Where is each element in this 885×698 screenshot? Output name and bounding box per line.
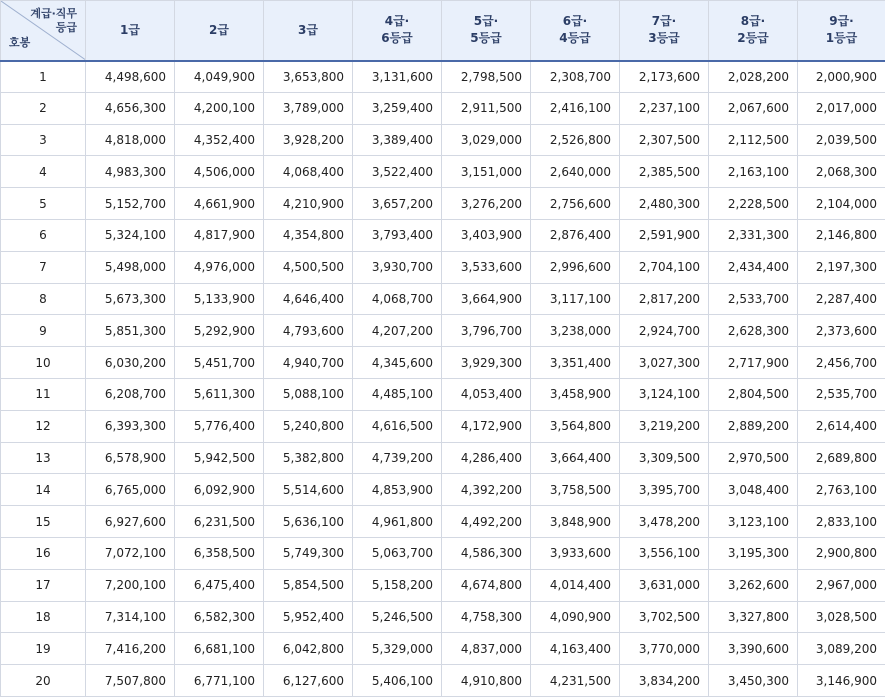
salary-cell: 5,749,300 (264, 537, 353, 569)
step-cell: 8 (1, 283, 86, 315)
salary-cell: 2,889,200 (709, 410, 798, 442)
step-cell: 2 (1, 92, 86, 124)
salary-cell: 2,535,700 (798, 378, 885, 410)
column-header-line: 2급 (209, 22, 229, 37)
salary-cell: 3,123,100 (709, 506, 798, 538)
column-header (442, 1, 531, 61)
salary-cell: 5,088,100 (264, 378, 353, 410)
column-header (620, 1, 709, 61)
salary-cell: 4,172,900 (442, 410, 531, 442)
salary-cell: 2,000,900 (798, 61, 885, 93)
table-row (1, 156, 885, 188)
salary-cell: 4,646,400 (264, 283, 353, 315)
salary-cell: 7,072,100 (86, 537, 175, 569)
salary-cell: 5,158,200 (353, 569, 442, 601)
table-row (1, 442, 885, 474)
salary-cell: 6,092,900 (175, 474, 264, 506)
salary-cell: 4,068,700 (353, 283, 442, 315)
table-row (1, 601, 885, 633)
salary-cell: 4,961,800 (353, 506, 442, 538)
salary-cell: 2,817,200 (620, 283, 709, 315)
table-header (1, 1, 885, 61)
column-header-line: 5등급 (470, 31, 502, 46)
salary-cell: 2,763,100 (798, 474, 885, 506)
step-cell: 11 (1, 378, 86, 410)
salary-cell: 5,152,700 (86, 188, 175, 220)
salary-cell: 4,392,200 (442, 474, 531, 506)
salary-cell: 2,756,600 (531, 188, 620, 220)
step-cell: 13 (1, 442, 86, 474)
salary-cell: 2,591,900 (620, 219, 709, 251)
salary-cell: 4,818,000 (86, 124, 175, 156)
column-header-line: 2등급 (737, 31, 769, 46)
salary-cell: 4,586,300 (442, 537, 531, 569)
salary-cell: 2,640,000 (531, 156, 620, 188)
salary-cell: 2,480,300 (620, 188, 709, 220)
salary-cell: 4,286,400 (442, 442, 531, 474)
salary-cell: 5,854,500 (264, 569, 353, 601)
column-header-line: 1급 (120, 22, 140, 37)
step-cell: 12 (1, 410, 86, 442)
salary-cell: 3,834,200 (620, 665, 709, 697)
salary-cell: 5,851,300 (86, 315, 175, 347)
salary-cell: 3,789,000 (264, 92, 353, 124)
salary-cell: 4,656,300 (86, 92, 175, 124)
salary-cell: 2,911,500 (442, 92, 531, 124)
salary-cell: 5,292,900 (175, 315, 264, 347)
salary-cell: 2,068,300 (798, 156, 885, 188)
step-cell: 19 (1, 633, 86, 665)
salary-cell: 3,351,400 (531, 347, 620, 379)
salary-cell: 4,345,600 (353, 347, 442, 379)
table-row (1, 410, 885, 442)
table-row (1, 378, 885, 410)
salary-cell: 2,526,800 (531, 124, 620, 156)
table-row (1, 633, 885, 665)
step-cell: 7 (1, 251, 86, 283)
salary-cell: 2,628,300 (709, 315, 798, 347)
column-header-line: 8급· (740, 14, 766, 29)
salary-cell: 4,068,400 (264, 156, 353, 188)
salary-cell: 6,765,000 (86, 474, 175, 506)
salary-cell: 3,522,400 (353, 156, 442, 188)
salary-cell: 3,631,000 (620, 569, 709, 601)
salary-cell: 6,231,500 (175, 506, 264, 538)
salary-cell: 2,717,900 (709, 347, 798, 379)
salary-cell: 2,456,700 (798, 347, 885, 379)
salary-cell: 3,309,500 (620, 442, 709, 474)
salary-cell: 3,276,200 (442, 188, 531, 220)
salary-cell: 7,200,100 (86, 569, 175, 601)
step-cell: 20 (1, 665, 86, 697)
salary-cell: 3,395,700 (620, 474, 709, 506)
step-cell: 3 (1, 124, 86, 156)
step-cell: 10 (1, 347, 86, 379)
salary-cell: 3,117,100 (531, 283, 620, 315)
column-header (353, 1, 442, 61)
corner-bottom-label: 호봉 (9, 35, 31, 49)
column-header-line: 3급 (298, 22, 318, 37)
salary-cell: 2,900,800 (798, 537, 885, 569)
salary-cell: 2,039,500 (798, 124, 885, 156)
salary-cell: 5,514,600 (264, 474, 353, 506)
salary-cell: 3,928,200 (264, 124, 353, 156)
column-header (709, 1, 798, 61)
salary-cell: 3,124,100 (620, 378, 709, 410)
table-row (1, 251, 885, 283)
salary-cell: 2,434,400 (709, 251, 798, 283)
salary-cell: 5,776,400 (175, 410, 264, 442)
salary-cell: 5,382,800 (264, 442, 353, 474)
salary-cell: 2,876,400 (531, 219, 620, 251)
salary-cell: 6,127,600 (264, 665, 353, 697)
salary-cell: 2,067,600 (709, 92, 798, 124)
salary-cell: 4,674,800 (442, 569, 531, 601)
salary-cell: 7,416,200 (86, 633, 175, 665)
salary-cell: 2,197,300 (798, 251, 885, 283)
table-row (1, 665, 885, 697)
salary-cell: 2,533,700 (709, 283, 798, 315)
salary-cell: 2,614,400 (798, 410, 885, 442)
salary-cell: 3,933,600 (531, 537, 620, 569)
salary-cell: 6,681,100 (175, 633, 264, 665)
salary-cell: 2,173,600 (620, 61, 709, 93)
salary-cell: 3,793,400 (353, 219, 442, 251)
salary-cell: 4,506,000 (175, 156, 264, 188)
salary-cell: 4,207,200 (353, 315, 442, 347)
salary-cell: 5,611,300 (175, 378, 264, 410)
salary-cell: 5,329,000 (353, 633, 442, 665)
salary-cell: 4,485,100 (353, 378, 442, 410)
salary-cell: 2,228,500 (709, 188, 798, 220)
salary-cell: 5,246,500 (353, 601, 442, 633)
salary-cell: 3,048,400 (709, 474, 798, 506)
salary-cell: 4,090,900 (531, 601, 620, 633)
salary-cell: 3,389,400 (353, 124, 442, 156)
salary-cell: 6,208,700 (86, 378, 175, 410)
salary-cell: 3,390,600 (709, 633, 798, 665)
table-row (1, 124, 885, 156)
salary-cell: 5,240,800 (264, 410, 353, 442)
salary-cell: 3,564,800 (531, 410, 620, 442)
header-row (1, 1, 885, 61)
salary-cell: 4,616,500 (353, 410, 442, 442)
column-header-line: 7급· (651, 14, 677, 29)
salary-cell: 4,352,400 (175, 124, 264, 156)
salary-cell: 2,163,100 (709, 156, 798, 188)
salary-cell: 3,151,000 (442, 156, 531, 188)
salary-cell: 2,373,600 (798, 315, 885, 347)
salary-cell: 2,308,700 (531, 61, 620, 93)
salary-cell: 5,952,400 (264, 601, 353, 633)
salary-cell: 4,940,700 (264, 347, 353, 379)
salary-cell: 2,798,500 (442, 61, 531, 93)
salary-cell: 6,358,500 (175, 537, 264, 569)
column-header (798, 1, 885, 61)
salary-cell: 3,029,000 (442, 124, 531, 156)
salary-cell: 3,131,600 (353, 61, 442, 93)
table-row (1, 92, 885, 124)
salary-cell: 5,451,700 (175, 347, 264, 379)
salary-cell: 3,327,800 (709, 601, 798, 633)
salary-cell: 4,793,600 (264, 315, 353, 347)
salary-cell: 4,853,900 (353, 474, 442, 506)
corner-top-label (30, 7, 77, 35)
column-header-line: 1등급 (825, 31, 858, 46)
salary-cell: 2,385,500 (620, 156, 709, 188)
step-cell: 17 (1, 569, 86, 601)
salary-cell: 6,042,800 (264, 633, 353, 665)
salary-cell: 2,307,500 (620, 124, 709, 156)
column-header-line: 9급· (829, 14, 854, 29)
step-cell: 9 (1, 315, 86, 347)
table-row (1, 474, 885, 506)
column-header-line: 4급· (384, 14, 410, 29)
salary-cell: 2,833,100 (798, 506, 885, 538)
salary-cell: 7,507,800 (86, 665, 175, 697)
salary-cell: 4,498,600 (86, 61, 175, 93)
salary-cell: 2,689,800 (798, 442, 885, 474)
salary-cell: 7,314,100 (86, 601, 175, 633)
column-header-line: 4등급 (559, 31, 591, 46)
salary-cell: 6,582,300 (175, 601, 264, 633)
salary-cell: 6,771,100 (175, 665, 264, 697)
salary-cell: 3,758,500 (531, 474, 620, 506)
column-header (531, 1, 620, 61)
salary-cell: 3,702,500 (620, 601, 709, 633)
salary-cell: 3,930,700 (353, 251, 442, 283)
table-row (1, 188, 885, 220)
salary-cell: 5,406,100 (353, 665, 442, 697)
salary-cell: 4,817,900 (175, 219, 264, 251)
salary-cell: 3,259,400 (353, 92, 442, 124)
salary-cell: 3,458,900 (531, 378, 620, 410)
salary-cell: 3,262,600 (709, 569, 798, 601)
salary-cell: 5,636,100 (264, 506, 353, 538)
salary-cell: 2,028,200 (709, 61, 798, 93)
salary-cell: 2,112,500 (709, 124, 798, 156)
salary-cell: 3,195,300 (709, 537, 798, 569)
salary-cell: 4,231,500 (531, 665, 620, 697)
table-row (1, 219, 885, 251)
column-header (86, 1, 175, 61)
step-cell: 4 (1, 156, 86, 188)
salary-cell: 3,219,200 (620, 410, 709, 442)
step-cell: 1 (1, 61, 86, 93)
column-header-line: 5급· (473, 14, 499, 29)
step-cell: 15 (1, 506, 86, 538)
salary-cell: 5,498,000 (86, 251, 175, 283)
step-cell: 6 (1, 219, 86, 251)
table-row (1, 347, 885, 379)
salary-cell: 4,049,900 (175, 61, 264, 93)
table-row (1, 506, 885, 538)
salary-cell: 2,017,000 (798, 92, 885, 124)
salary-cell: 3,653,800 (264, 61, 353, 93)
column-header-line: 6급· (562, 14, 588, 29)
corner-top-line1: 계급·직무 (30, 7, 77, 20)
salary-cell: 2,237,100 (620, 92, 709, 124)
salary-cell: 2,967,000 (798, 569, 885, 601)
salary-cell: 4,837,000 (442, 633, 531, 665)
salary-cell: 3,403,900 (442, 219, 531, 251)
salary-cell: 2,924,700 (620, 315, 709, 347)
salary-cell: 4,210,900 (264, 188, 353, 220)
table-row (1, 283, 885, 315)
salary-cell: 5,063,700 (353, 537, 442, 569)
table-row (1, 315, 885, 347)
salary-cell: 4,053,400 (442, 378, 531, 410)
salary-cell: 2,970,500 (709, 442, 798, 474)
salary-cell: 2,704,100 (620, 251, 709, 283)
salary-cell: 2,996,600 (531, 251, 620, 283)
salary-cell: 4,014,400 (531, 569, 620, 601)
salary-cell: 3,028,500 (798, 601, 885, 633)
salary-cell: 5,324,100 (86, 219, 175, 251)
salary-cell: 4,163,400 (531, 633, 620, 665)
table-row (1, 537, 885, 569)
salary-cell: 5,133,900 (175, 283, 264, 315)
salary-cell: 4,739,200 (353, 442, 442, 474)
salary-cell: 3,027,300 (620, 347, 709, 379)
column-header-line: 3등급 (648, 31, 680, 46)
salary-cell: 4,500,500 (264, 251, 353, 283)
salary-cell: 4,200,100 (175, 92, 264, 124)
salary-cell: 3,146,900 (798, 665, 885, 697)
salary-cell: 3,929,300 (442, 347, 531, 379)
salary-cell: 3,478,200 (620, 506, 709, 538)
salary-cell: 2,287,400 (798, 283, 885, 315)
salary-cell: 4,976,000 (175, 251, 264, 283)
step-cell: 18 (1, 601, 86, 633)
salary-cell: 2,416,100 (531, 92, 620, 124)
column-header-line: 6등급 (381, 31, 413, 46)
salary-cell: 6,393,300 (86, 410, 175, 442)
salary-cell: 4,354,800 (264, 219, 353, 251)
salary-cell: 2,331,300 (709, 219, 798, 251)
step-cell: 5 (1, 188, 86, 220)
corner-header (1, 1, 86, 61)
salary-cell: 3,238,000 (531, 315, 620, 347)
salary-cell: 3,848,900 (531, 506, 620, 538)
salary-cell: 3,770,000 (620, 633, 709, 665)
salary-cell: 6,030,200 (86, 347, 175, 379)
column-header (175, 1, 264, 61)
salary-cell: 4,983,300 (86, 156, 175, 188)
salary-cell: 2,146,800 (798, 219, 885, 251)
salary-cell: 3,533,600 (442, 251, 531, 283)
salary-cell: 3,664,900 (442, 283, 531, 315)
salary-cell: 6,578,900 (86, 442, 175, 474)
salary-cell: 3,089,200 (798, 633, 885, 665)
salary-cell: 4,758,300 (442, 601, 531, 633)
table-row (1, 569, 885, 601)
salary-cell: 2,804,500 (709, 378, 798, 410)
table-body (1, 61, 885, 697)
salary-cell: 3,556,100 (620, 537, 709, 569)
salary-cell: 3,657,200 (353, 188, 442, 220)
column-header (264, 1, 353, 61)
salary-cell: 5,942,500 (175, 442, 264, 474)
salary-cell: 6,927,600 (86, 506, 175, 538)
salary-cell: 4,661,900 (175, 188, 264, 220)
salary-cell: 2,104,000 (798, 188, 885, 220)
salary-cell: 4,910,800 (442, 665, 531, 697)
table-row (1, 61, 885, 93)
salary-cell: 6,475,400 (175, 569, 264, 601)
corner-top-line2: 등급 (55, 21, 77, 34)
step-cell: 14 (1, 474, 86, 506)
salary-cell: 5,673,300 (86, 283, 175, 315)
salary-cell: 3,664,400 (531, 442, 620, 474)
salary-cell: 3,796,700 (442, 315, 531, 347)
salary-cell: 4,492,200 (442, 506, 531, 538)
step-cell: 16 (1, 537, 86, 569)
salary-cell: 3,450,300 (709, 665, 798, 697)
